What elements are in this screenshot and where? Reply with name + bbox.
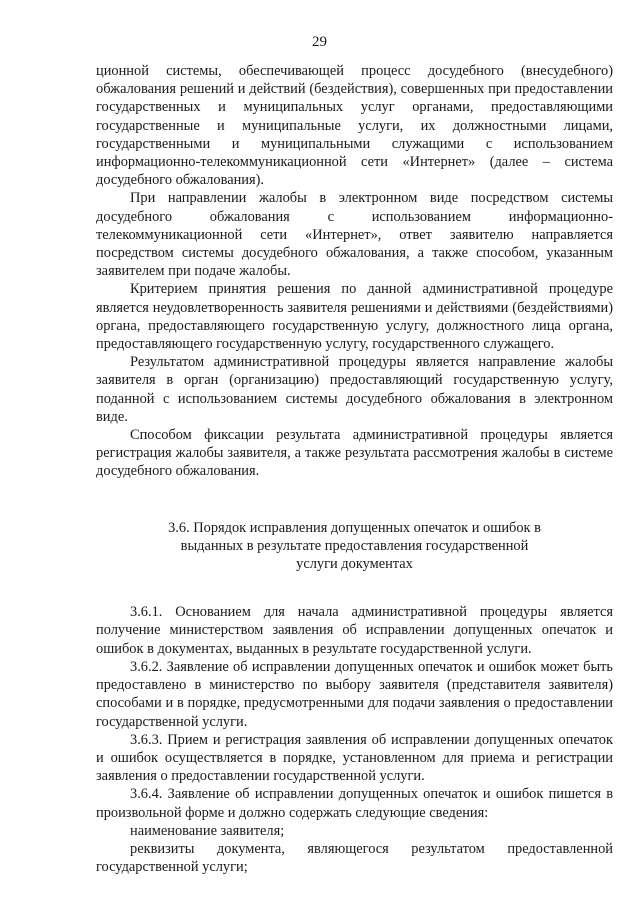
paragraph-3-6-3: 3.6.3. Прием и регистрация заявления об исправлении допущенных опечаток и ошибок осуществляется в порядке, установленном для приема и регистрации заявления о предоставлении государственной услуги. xyxy=(96,731,613,785)
paragraph-continuation: ционной системы, обеспечивающей процесс досудебного (внесудебного) обжалования решений и действий (бездействия), совершенных при предоставлении государственных и муниципальных услуг органами, предоставляющими государственные и муниципальные услуги, их должностными лицами, государственными и муниципальными служащими с использованием информационно-телекоммуникационной сети «Интернет» (далее – система досудебного обжалования). xyxy=(96,63,613,189)
paragraph-result-fixation: Способом фиксации результата административной процедуры является регистрация жалобы заявителя, а также результата рассмотрения жалобы в системе досудебного обжалования. xyxy=(96,427,613,480)
list-item: наименование заявителя; xyxy=(130,822,285,839)
page-number: 29 xyxy=(312,34,327,50)
document-body xyxy=(96,62,613,876)
section-heading-3-6 xyxy=(96,519,613,574)
paragraph-3-6-1: 3.6.1. Основанием для начала административной процедуры является получение министерством заявления об исправлении допущенных опечаток и ошибок в документах, выданных в результате государственной услуги. xyxy=(96,604,613,657)
section-heading-line: выданных в результате предоставления государственной xyxy=(180,537,529,554)
paragraph-decision-criterion: Критерием принятия решения по данной административной процедуре является неудовлетворенность заявителя решениями и действиями (бездействиями) органа, предоставляющего государственную услугу, должностного лица органа, предоставляющего государственную услугу, государственного служащего. xyxy=(96,281,613,353)
section-heading-line: 3.6. Порядок исправления допущенных опечаток и ошибок в xyxy=(168,519,541,536)
list-item: реквизиты документа, являющегося результатом предоставленной государственной услуги; xyxy=(96,840,613,876)
section-heading-line: услуги документах xyxy=(296,556,413,573)
paragraph-3-6-4: 3.6.4. Заявление об исправлении допущенных опечаток и ошибок пишется в произвольной форме и должно содержать следующие сведения: xyxy=(96,786,613,821)
paragraph-electronic-complaint: При направлении жалобы в электронном виде посредством системы досудебного обжалования с использованием информационно-телекоммуникационной сети «Интернет», ответ заявителю направляется посредством системы досудебного обжалования, а также способом, указанным заявителем при подаче жалобы. xyxy=(96,190,613,280)
paragraph-3-6-2: 3.6.2. Заявление об исправлении допущенных опечаток и ошибок может быть предоставлено в министерство по выбору заявителя (представителя заявителя) способами и в порядке, предусмотренными для подачи заявления о предоставлении государственной услуги. xyxy=(96,658,613,730)
paragraph-procedure-result: Результатом административной процедуры является направление жалобы заявителя в орган (организацию) предоставляющий государственную услугу, поданной с использованием системы досудебного обжалования в электронном виде. xyxy=(96,354,613,425)
